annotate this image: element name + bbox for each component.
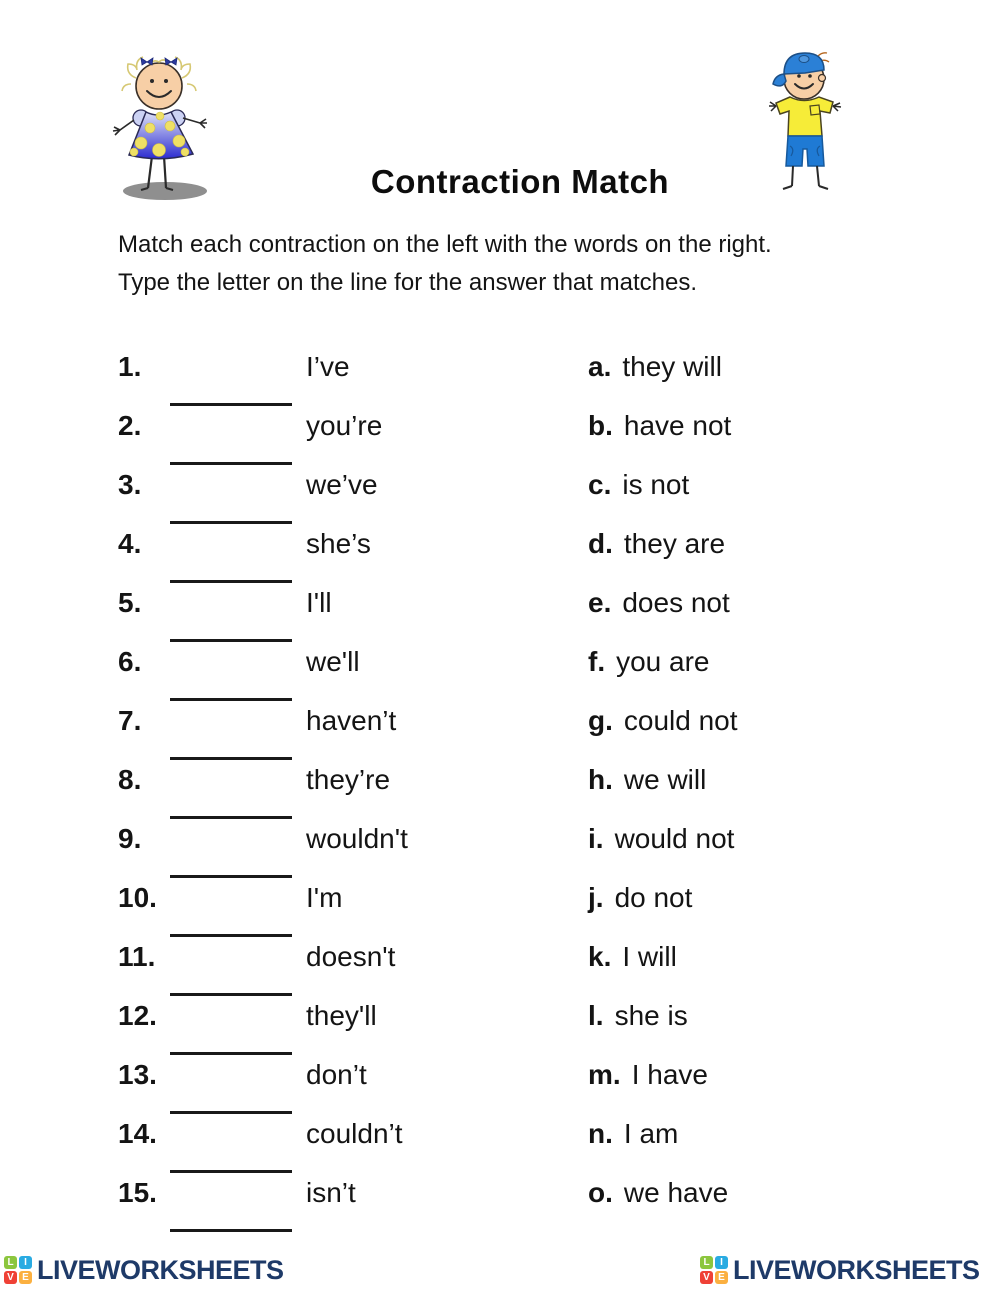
answer-letter: l. bbox=[588, 1000, 604, 1031]
answer-row bbox=[588, 691, 738, 750]
icon-letter-v: V bbox=[4, 1271, 17, 1284]
answer-row bbox=[588, 514, 738, 573]
contraction-text: we’ve bbox=[306, 469, 378, 500]
item-number: 6. bbox=[118, 646, 142, 677]
answer-row bbox=[588, 1045, 738, 1104]
liveworksheets-wordmark: LIVEWORKSHEETS bbox=[733, 1254, 980, 1285]
contraction-text: I'm bbox=[306, 882, 343, 913]
answer-row bbox=[588, 986, 738, 1045]
icon-letter-e: E bbox=[19, 1271, 32, 1284]
answer-letter: a. bbox=[588, 351, 612, 382]
liveworksheets-logo-left bbox=[4, 1253, 284, 1287]
instructions-line-2: Type the letter on the line for the answer that matches. bbox=[118, 269, 697, 296]
liveworksheets-grid-icon bbox=[700, 1256, 728, 1284]
answer-words: she is bbox=[614, 1000, 688, 1031]
contraction-text: she’s bbox=[306, 528, 371, 559]
contraction-text: isn’t bbox=[306, 1177, 356, 1208]
contraction-text: we'll bbox=[306, 646, 360, 677]
contraction-text: don’t bbox=[306, 1059, 367, 1090]
contraction-text: couldn’t bbox=[306, 1118, 403, 1149]
answer-letter: m. bbox=[588, 1059, 621, 1090]
item-number: 13. bbox=[118, 1059, 157, 1090]
contraction-text: you’re bbox=[306, 410, 383, 441]
answer-row bbox=[588, 396, 738, 455]
answer-words: does not bbox=[622, 587, 730, 618]
contraction-text: haven’t bbox=[306, 705, 397, 736]
answer-letter: c. bbox=[588, 469, 612, 500]
answer-words: do not bbox=[614, 882, 693, 913]
answer-words: would not bbox=[614, 823, 735, 854]
contraction-text: I’ve bbox=[306, 351, 350, 382]
answer-letter: g. bbox=[588, 705, 613, 736]
liveworksheets-wordmark: LIVEWORKSHEETS bbox=[37, 1254, 284, 1285]
answer-row bbox=[588, 573, 738, 632]
answer-letter: e. bbox=[588, 587, 612, 618]
answer-words: you are bbox=[616, 646, 710, 677]
contraction-row bbox=[118, 691, 408, 750]
answer-words: I will bbox=[622, 941, 677, 972]
item-number: 1. bbox=[118, 351, 142, 382]
item-number: 4. bbox=[118, 528, 142, 559]
answer-words: is not bbox=[622, 469, 690, 500]
answer-row bbox=[588, 750, 738, 809]
contraction-row bbox=[118, 455, 408, 514]
answer-row bbox=[588, 809, 738, 868]
contraction-text: doesn't bbox=[306, 941, 396, 972]
contraction-row bbox=[118, 514, 408, 573]
answer-row bbox=[588, 455, 738, 514]
contraction-row bbox=[118, 868, 408, 927]
item-number: 14. bbox=[118, 1118, 157, 1149]
answer-letter: o. bbox=[588, 1177, 613, 1208]
contraction-text: they'll bbox=[306, 1000, 377, 1031]
answer-row bbox=[588, 927, 738, 986]
contraction-row bbox=[118, 927, 408, 986]
contraction-row bbox=[118, 632, 408, 691]
answer-letter: f. bbox=[588, 646, 606, 677]
icon-letter-v: V bbox=[700, 1271, 713, 1284]
item-number: 3. bbox=[118, 469, 142, 500]
contractions-column bbox=[118, 337, 408, 1222]
contraction-row bbox=[118, 750, 408, 809]
contraction-row bbox=[118, 1104, 408, 1163]
answer-words: could not bbox=[623, 705, 738, 736]
page-title: Contraction Match bbox=[370, 163, 670, 200]
answer-words: I am bbox=[623, 1118, 679, 1149]
contraction-row bbox=[118, 1163, 408, 1222]
item-number: 5. bbox=[118, 587, 142, 618]
answers-column bbox=[588, 337, 738, 1222]
contraction-row bbox=[118, 396, 408, 455]
answer-words: I have bbox=[631, 1059, 708, 1090]
answer-row bbox=[588, 632, 738, 691]
answer-letter: h. bbox=[588, 764, 613, 795]
item-number: 10. bbox=[118, 882, 157, 913]
instructions bbox=[118, 226, 772, 302]
contraction-row bbox=[118, 573, 408, 632]
icon-letter-i: I bbox=[19, 1256, 32, 1269]
answer-row bbox=[588, 868, 738, 927]
item-number: 8. bbox=[118, 764, 142, 795]
answer-words: we will bbox=[623, 764, 707, 795]
answer-row bbox=[588, 1163, 738, 1222]
item-number: 12. bbox=[118, 1000, 157, 1031]
answer-letter: i. bbox=[588, 823, 604, 854]
item-number: 11. bbox=[118, 941, 156, 972]
answer-blank[interactable] bbox=[170, 1170, 292, 1232]
contraction-text: I'll bbox=[306, 587, 332, 618]
liveworksheets-logo-right bbox=[700, 1253, 980, 1287]
contraction-row bbox=[118, 337, 408, 396]
answer-words: we have bbox=[623, 1177, 729, 1208]
answer-letter: j. bbox=[588, 882, 604, 913]
item-number: 15. bbox=[118, 1177, 157, 1208]
item-number: 9. bbox=[118, 823, 142, 854]
contraction-row bbox=[118, 1045, 408, 1104]
icon-letter-l: L bbox=[4, 1256, 17, 1269]
instructions-line-1: Match each contraction on the left with the words on the right. bbox=[118, 231, 772, 258]
item-number: 7. bbox=[118, 705, 142, 736]
answer-letter: b. bbox=[588, 410, 613, 441]
answer-letter: n. bbox=[588, 1118, 613, 1149]
answer-words: they are bbox=[623, 528, 726, 559]
contraction-text: wouldn't bbox=[306, 823, 408, 854]
contraction-row bbox=[118, 986, 408, 1045]
icon-letter-l: L bbox=[700, 1256, 713, 1269]
liveworksheets-grid-icon bbox=[4, 1256, 32, 1284]
item-number: 2. bbox=[118, 410, 142, 441]
contraction-text: they’re bbox=[306, 764, 391, 795]
answer-letter: d. bbox=[588, 528, 613, 559]
icon-letter-e: E bbox=[715, 1271, 728, 1284]
answer-letter: k. bbox=[588, 941, 612, 972]
icon-letter-i: I bbox=[715, 1256, 728, 1269]
answer-row bbox=[588, 337, 738, 396]
answer-row bbox=[588, 1104, 738, 1163]
answer-words: have not bbox=[623, 410, 732, 441]
contraction-row bbox=[118, 809, 408, 868]
answer-words: they will bbox=[622, 351, 722, 382]
